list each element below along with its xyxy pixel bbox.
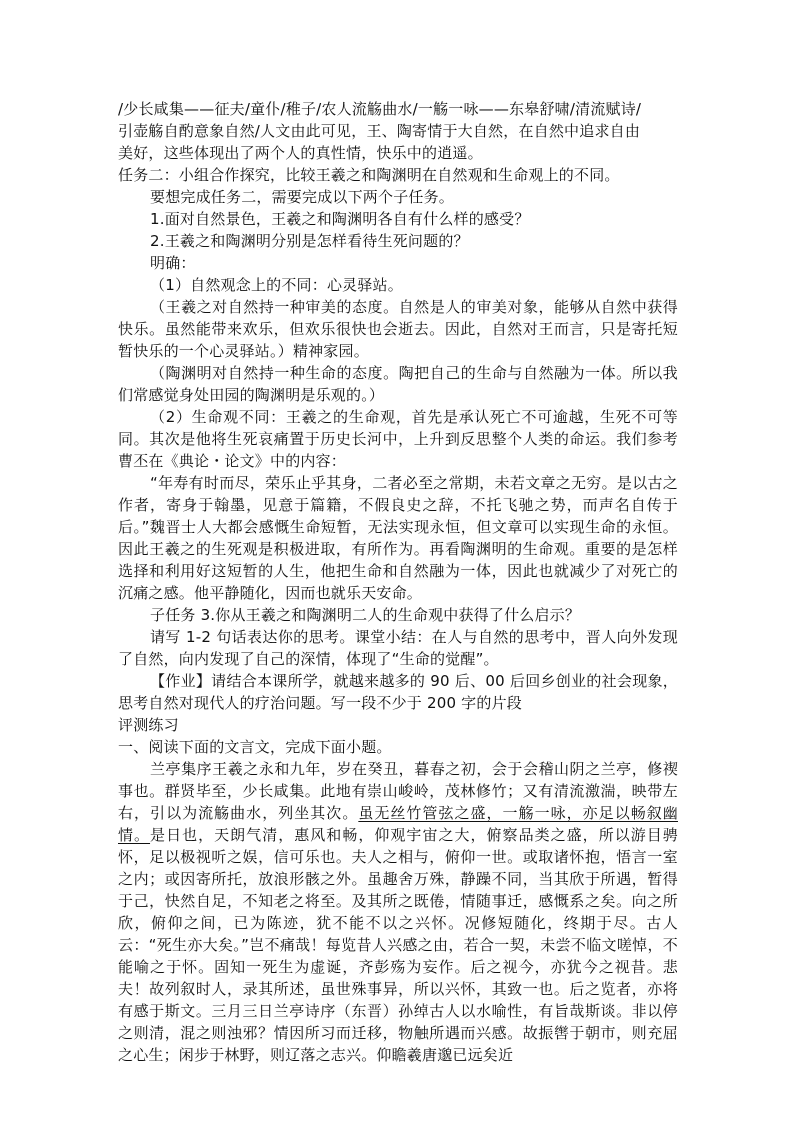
point-2-paragraph: （2）生命观不同：王羲之的生命观，首先是承认死亡不可逾越，生死不可等同。其次是他将生死哀痛置于历史长河中，上升到反思整个人类的命运。我们参考曹丕在《典论・论文》中的内容： [118, 408, 678, 470]
sub-task-3: 子任务 3.你从王羲之和陶渊明二人的生命观中获得了什么启示？ [150, 606, 581, 624]
intro-line-2: 引壶觞自酌意象自然/人文由此可见，王、陶寄情于大自然，在自然中追求自由 [118, 122, 641, 140]
intro-line-3: 美好，这些体现出了两个人的真性情，快乐中的逍遥。 [118, 144, 483, 162]
document-page [118, 98, 678, 1066]
task2-title: 任务二：小组合作探究，比较王羲之和陶渊明在自然观和生命观上的不同。 [118, 166, 620, 184]
evaluation-title: 评测练习 [118, 716, 179, 734]
lanting-passage [118, 758, 678, 1066]
passage-part-a: 兰亭集序王羲之永和九年，岁在癸丑，暮春之初，会于会稽山阴之兰亭，修禊事也。群贤毕至，少长咸集。此地有崇山峻岭，茂林修竹；又有清流激湍，映带左右，引以为流觞曲水，列坐其次。 [118, 760, 678, 822]
passage-part-b: 是日也，天朗气清，惠风和畅，仰观宇宙之大，俯察品类之盛，所以游目骋怀，足以极视听之娱，信可乐也。夫人之相与，俯仰一世。或取诸怀抱，悟言一室之内；或因寄所托，放浪形骸之外。虽趣舍万殊，静躁不同，当其欣于所遇，暂得于己，快然自足，不知老之将至。及其所之既倦，情随事迁，感慨系之矣。向之所欣，俯仰之间，已为陈迹，犹不能不以之兴怀。况修短随化，终期于尽。古人云：“死生亦大矣。”岂不痛哉！每览昔人兴感之由，若合一契，未尝不临文嗟悼，不能喻之于怀。固知一死生为虚诞，齐彭殇为妄作。后之视今，亦犹今之视昔。悲夫！故列叙时人，录其所述，虽世殊事异，所以兴怀，其致一也。后之览者，亦将有感于斯文。三月三日兰亭诗序（东晋）孙绰古人以水喻性，有旨哉斯谈。非以停之则清，混之则浊邪？情因所习而迁移，物触所遇而兴感。故振辔于朝市，则充屈之心生；闲步于林野，则辽落之志兴。仰瞻羲唐邈已远矣近 [118, 826, 678, 1064]
lesson-summary: 请写 1-2 句话表达你的思考。课堂小结：在人与自然的思考中，晋人向外发现了自然，向内发现了自己的深情，体现了“生命的觉醒”。 [118, 628, 678, 668]
question-1: 1.面对自然景色，王羲之和陶渊明各自有什么样的感受？ [150, 210, 530, 228]
evaluation-question-intro: 一、阅读下面的文言文，完成下面小题。 [118, 738, 392, 756]
task2-sub-intro: 要想完成任务二，需要完成以下两个子任务。 [150, 188, 455, 206]
wang-nature-paragraph: （王羲之对自然持一种审美的态度。自然是人的审美对象，能够从自然中获得快乐。虽然能带来欢乐，但欢乐很快也会逝去。因此，自然对王而言，只是寄托短暂快乐的一个心灵驿站。）精神家园。 [118, 298, 678, 360]
intro-line-1: /少长咸集——征夫/童仆/稚子/农人流觞曲水/一觞一咏——东皋舒啸/清流赋诗/ [118, 100, 642, 118]
cao-pi-quote-paragraph: “年寿有时而尽，荣乐止乎其身，二者必至之常期，未若文章之无穷。是以古之作者，寄身于翰墨，见意于篇籍，不假良史之辞，不托飞驰之势，而声名自传于后。”魏晋士人大都会感慨生命短暂，无法实现永恒，但文章可以实现生命的永恒。因此王羲之的生死观是积极进取，有所作为。再看陶渊明的生命观。重要的是怎样选择和利用好这短暂的人生，他把生命和自然融为一体，因此也就减少了对死亡的沉痛之感。他平静随化，因而也就乐天安命。 [118, 474, 678, 602]
homework-paragraph: 【作业】请结合本课所学，就越来越多的 90 后、00 后回乡创业的社会现象，思考自然对现代人的疗治问题。写一段不少于 200 字的片段 [118, 672, 678, 712]
underlined-sentence: 虽无丝竹管弦之盛，一觞一咏，亦足以畅叙幽情。 [118, 804, 678, 844]
tao-nature-paragraph: （陶渊明对自然持一种生命的态度。陶把自己的生命与自然融为一体。所以我们常感觉身处田园的陶渊明是乐观的。） [118, 364, 678, 404]
question-2: 2.王羲之和陶渊明分别是怎样看待生死问题的？ [150, 232, 469, 250]
clarify-label: 明确： [150, 254, 196, 272]
point-1-heading: （1）自然观念上的不同：心灵驿站。 [150, 276, 403, 294]
